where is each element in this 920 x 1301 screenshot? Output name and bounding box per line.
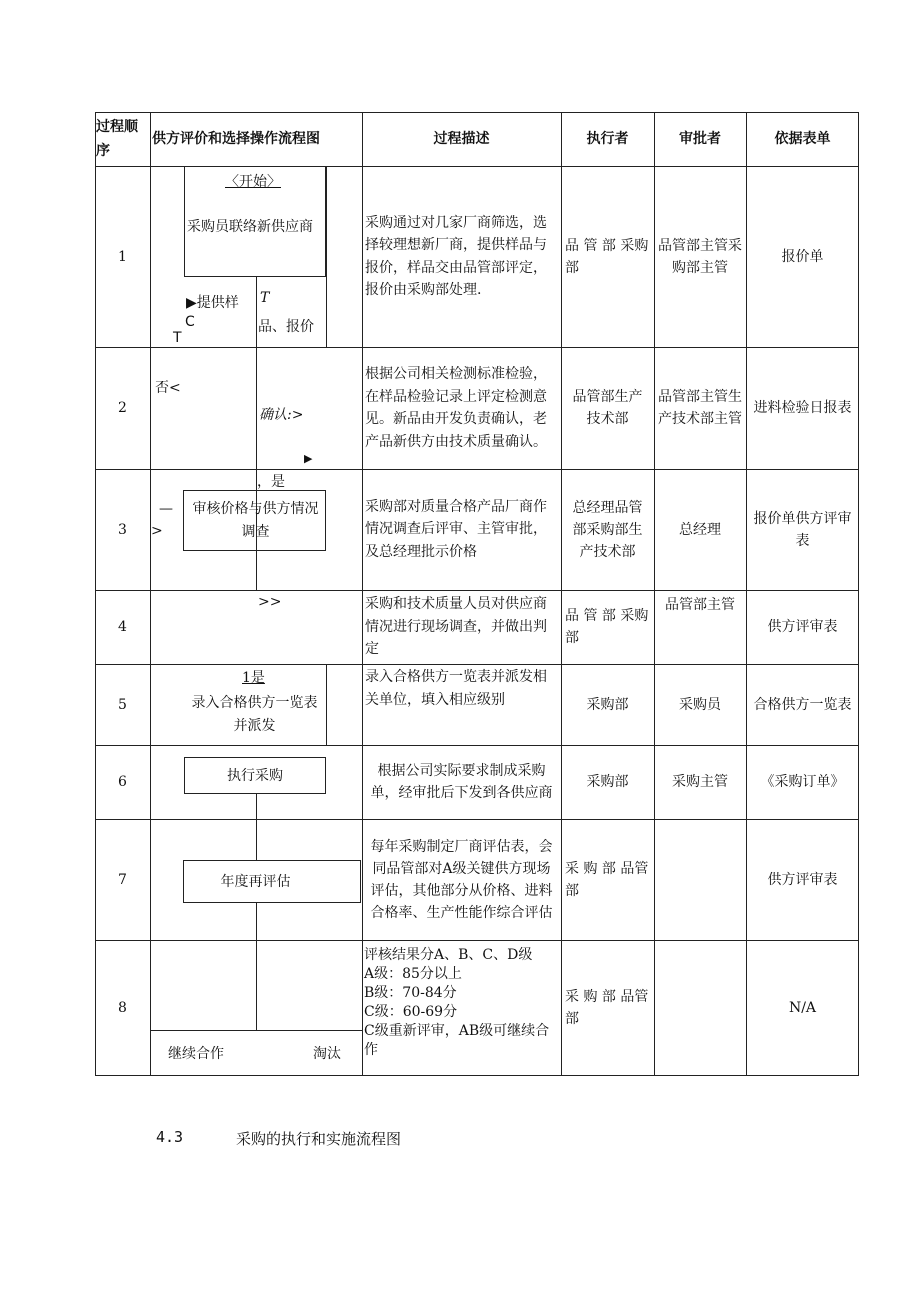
flow-lt: > [151,523,163,539]
flow-sample-a: ▶提供样 [186,295,239,311]
flow-review: 审核价格与供方情况调查 [192,501,319,540]
row-number: 5 [118,696,127,713]
row-description [362,940,561,1075]
section-number: 4.3 [156,1128,184,1146]
header-order: 过程顺序 [96,119,138,159]
grade-line: 评核结果分A、B、C、D级 [364,947,533,963]
flow-line [150,1030,362,1031]
row-description: 根据公司相关检测标准检验，在样品检验记录上评定检测意见。新品由开发负责确认，老产品新供方由技术质量确认。 [365,366,547,450]
flow-eliminate: 淘汰 [313,1046,341,1062]
row-approver: 品管部主管采购部主管 [658,237,742,276]
row-number: 7 [118,871,127,888]
flow-sample-b: C [185,314,195,330]
row-form: 供方评审表 [767,871,838,888]
row-approver [654,940,746,1075]
flow-confirm: 确认:> [259,407,304,423]
flow-yes1: ，是 [257,474,285,490]
row-form: 进料检验日报表 [753,400,852,416]
flow-line [256,940,257,1030]
row-number: 8 [118,999,127,1016]
row-approver: 品管部主管 [665,597,735,613]
row-executor: 品管部生产技术部 [572,389,643,427]
flow-arrows: >> [258,594,282,610]
row-executor: 采购部 [586,696,629,713]
row-executor: 采 购 部 品管部 [565,860,649,899]
row-executor: 采 购 部 品管部 [565,988,649,1027]
flow-line [256,794,257,819]
flow-contact: 采购员联络新供应商 [187,219,313,235]
row-number: 6 [118,774,127,790]
flow-line [256,903,257,940]
row-description: 根据公司实际要求制成采购单，经审批后下发到各供应商 [370,763,553,801]
row-form: 合格供方一览表 [753,696,852,713]
row-approver: 总经理 [679,521,721,538]
grade-line: B级：70-84分 [364,985,457,1001]
col-divider [150,112,151,1076]
header-approver: 审批者 [679,131,721,147]
row-description: 采购和技术质量人员对供应商情况进行现场调查，并做出判定 [365,596,547,658]
row-form: 供方评审表 [767,619,838,635]
row-description: 采购通过对几家厂商筛选，选择较理想新厂商，提供样品与报价，样品交由品管部评定，报价由采购部处理. [365,214,547,298]
row-number: 4 [118,619,127,635]
flow-sample-it: T [260,290,270,306]
grade-line: C级重新评审，AB级可继续合作 [364,1023,550,1058]
flow-dash: — [159,501,173,517]
grade-line: C级：60-69分 [364,1004,458,1020]
row-executor: 采购部 [586,774,629,790]
row-approver: 采购员 [679,696,721,713]
flow-exec: 执行采购 [227,767,283,784]
row-approver: 采购主管 [672,774,728,790]
flow-yes2: 1是 [242,670,265,686]
header-executor: 执行者 [586,131,629,147]
flow-continue: 继续合作 [168,1046,224,1062]
row-approver [654,819,746,940]
row-number: 3 [118,521,127,538]
row-form: N/A [788,999,817,1016]
row-description: 每年采购制定厂商评估表，会同品管部对A级关键供方现场评估，其他部分从价格、进料合格率、生产性能作综合评估 [370,838,553,921]
section-title: 采购的执行和实施流程图 [236,1130,402,1148]
flow-start: 〈开始〉 [225,174,281,190]
row-executor: 品 管 部 采购部 [565,608,649,646]
row-number: 2 [118,400,127,416]
row-executor: 品 管 部 采购部 [565,237,649,276]
row-form: 报价单 [781,248,824,265]
grade-line: A级：85分以上 [364,966,462,982]
flow-line [326,664,327,745]
flow-arrow: ▶ [304,452,313,465]
row-form: 报价单供方评审表 [753,510,852,549]
flow-line [326,166,327,347]
flow-annual: 年度再评估 [220,873,291,890]
header-flow: 供方评价和选择操作流程图 [152,131,320,147]
row-executor: 总经理品管部采购部生产技术部 [572,499,643,560]
flow-sample-t: T [173,330,182,346]
supplier-evaluation-table [95,112,859,1076]
flow-enter: 录入合格供方一览表并派发 [191,695,318,734]
flow-sample-c: 品、报价 [258,319,314,335]
row-approver: 品管部主管生产技术部主管 [658,389,742,427]
table-border-bottom [95,1075,859,1076]
header-desc: 过程描述 [433,131,490,147]
header-form: 依据表单 [774,131,831,147]
row-description: 采购部对质量合格产品厂商作情况调查后评审、主管审批，及总经理批示价格 [365,498,547,560]
row-number: 1 [118,248,127,265]
flow-line [256,347,257,469]
flow-line [256,819,257,860]
row-form: 《采购订单》 [760,774,845,790]
row-description: 录入合格供方一览表并派发相关单位，填入相应级别 [365,669,547,708]
flow-no: 否< [155,380,181,396]
flow-line [256,277,257,347]
